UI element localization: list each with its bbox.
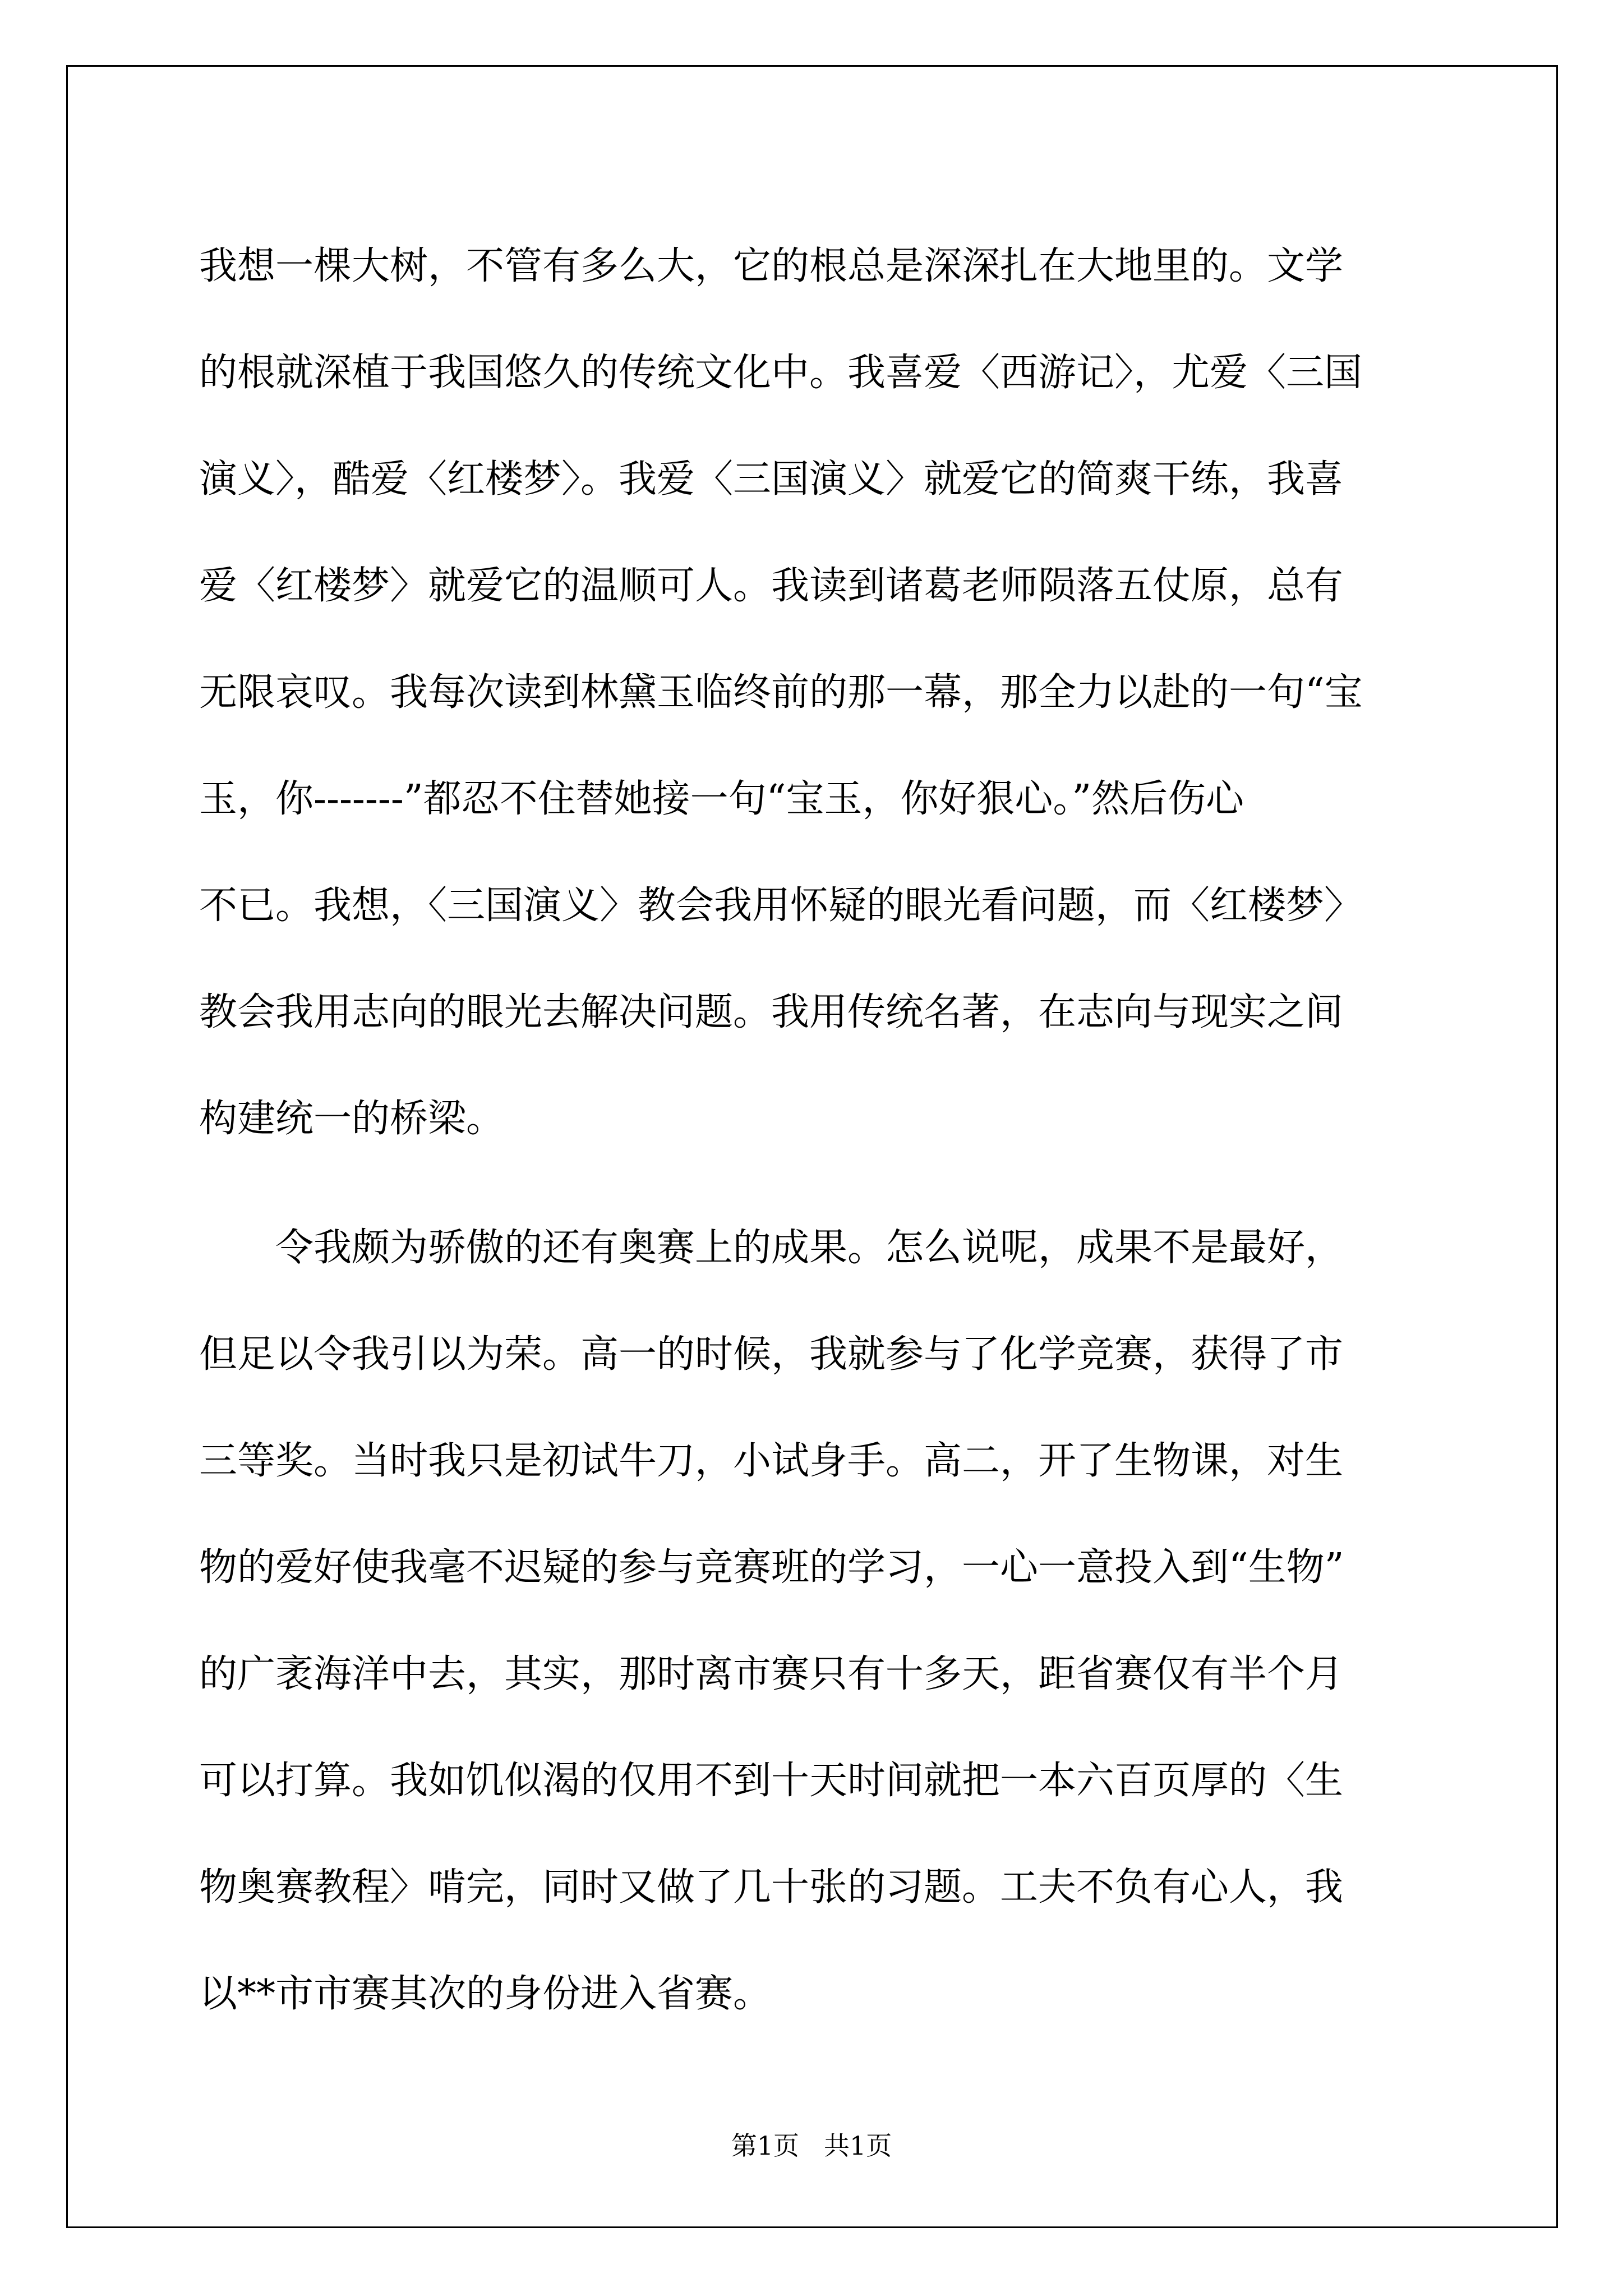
text-line: 的广袤海洋中去，其实，那时离市赛只有十多天，距省赛仅有半个月 — [199, 1652, 1344, 1696]
text-line: 但足以令我引以为荣。高一的时候，我就参与了化学竞赛，获得了市 — [199, 1332, 1344, 1377]
paragraph-1 — [199, 213, 1427, 1172]
document-body — [199, 213, 1427, 2047]
text-line: 令我颇为骄傲的还有奥赛上的成果。怎么说呢，成果不是最好， — [275, 1226, 1344, 1270]
text-line: 可以打算。我如饥似渴的仅用不到十天时间就把一本六百页厚的〈生 — [199, 1759, 1344, 1803]
text-line: 的根就深植于我国悠久的传统文化中。我喜爱〈西游记〉，尤爱〈三国 — [199, 351, 1363, 395]
text-line: 物的爱好使我毫不迟疑的参与竞赛班的学习，一心一意投入到“生物” — [199, 1545, 1344, 1590]
page-footer — [0, 2129, 1623, 2162]
text-line: 三等奖。当时我只是初试牛刀，小试身手。高二，开了生物课，对生 — [199, 1439, 1344, 1483]
page-total: 共1页 — [823, 2131, 892, 2161]
footer-separator — [799, 2131, 824, 2161]
text-line: 物奥赛教程〉啃完，同时又做了几十张的习题。工夫不负有心人，我 — [199, 1865, 1344, 1910]
paragraph-spacer — [199, 1172, 1427, 1195]
text-line: 教会我用志向的眼光去解决问题。我用传统名著，在志向与现实之间 — [199, 990, 1344, 1034]
text-line: 无限哀叹。我每次读到林黛玉临终前的那一幕，那全力以赴的一句“宝 — [199, 670, 1363, 715]
text-line: 玉，你-------”都忍不住替她接一句“宝玉，你好狠心。”然后伤心 — [199, 777, 1244, 821]
text-line: 以**市市赛其次的身份进入省赛。 — [199, 1972, 772, 2016]
paragraph-2 — [199, 1195, 1427, 2047]
text-line: 演义〉，酷爱〈红楼梦〉。我爱〈三国演义〉就爱它的简爽干练，我喜 — [199, 457, 1344, 501]
text-line: 构建统一的桥梁。 — [199, 1097, 505, 1141]
text-line: 我想一棵大树，不管有多么大，它的根总是深深扎在大地里的。文学 — [199, 244, 1344, 288]
text-line: 爱〈红楼梦〉就爱它的温顺可人。我读到诸葛老师陨落五仗原，总有 — [199, 564, 1344, 608]
page-number: 第1页 — [731, 2131, 800, 2161]
text-line: 不已。我想，〈三国演义〉教会我用怀疑的眼光看问题，而〈红楼梦〉 — [199, 884, 1363, 928]
